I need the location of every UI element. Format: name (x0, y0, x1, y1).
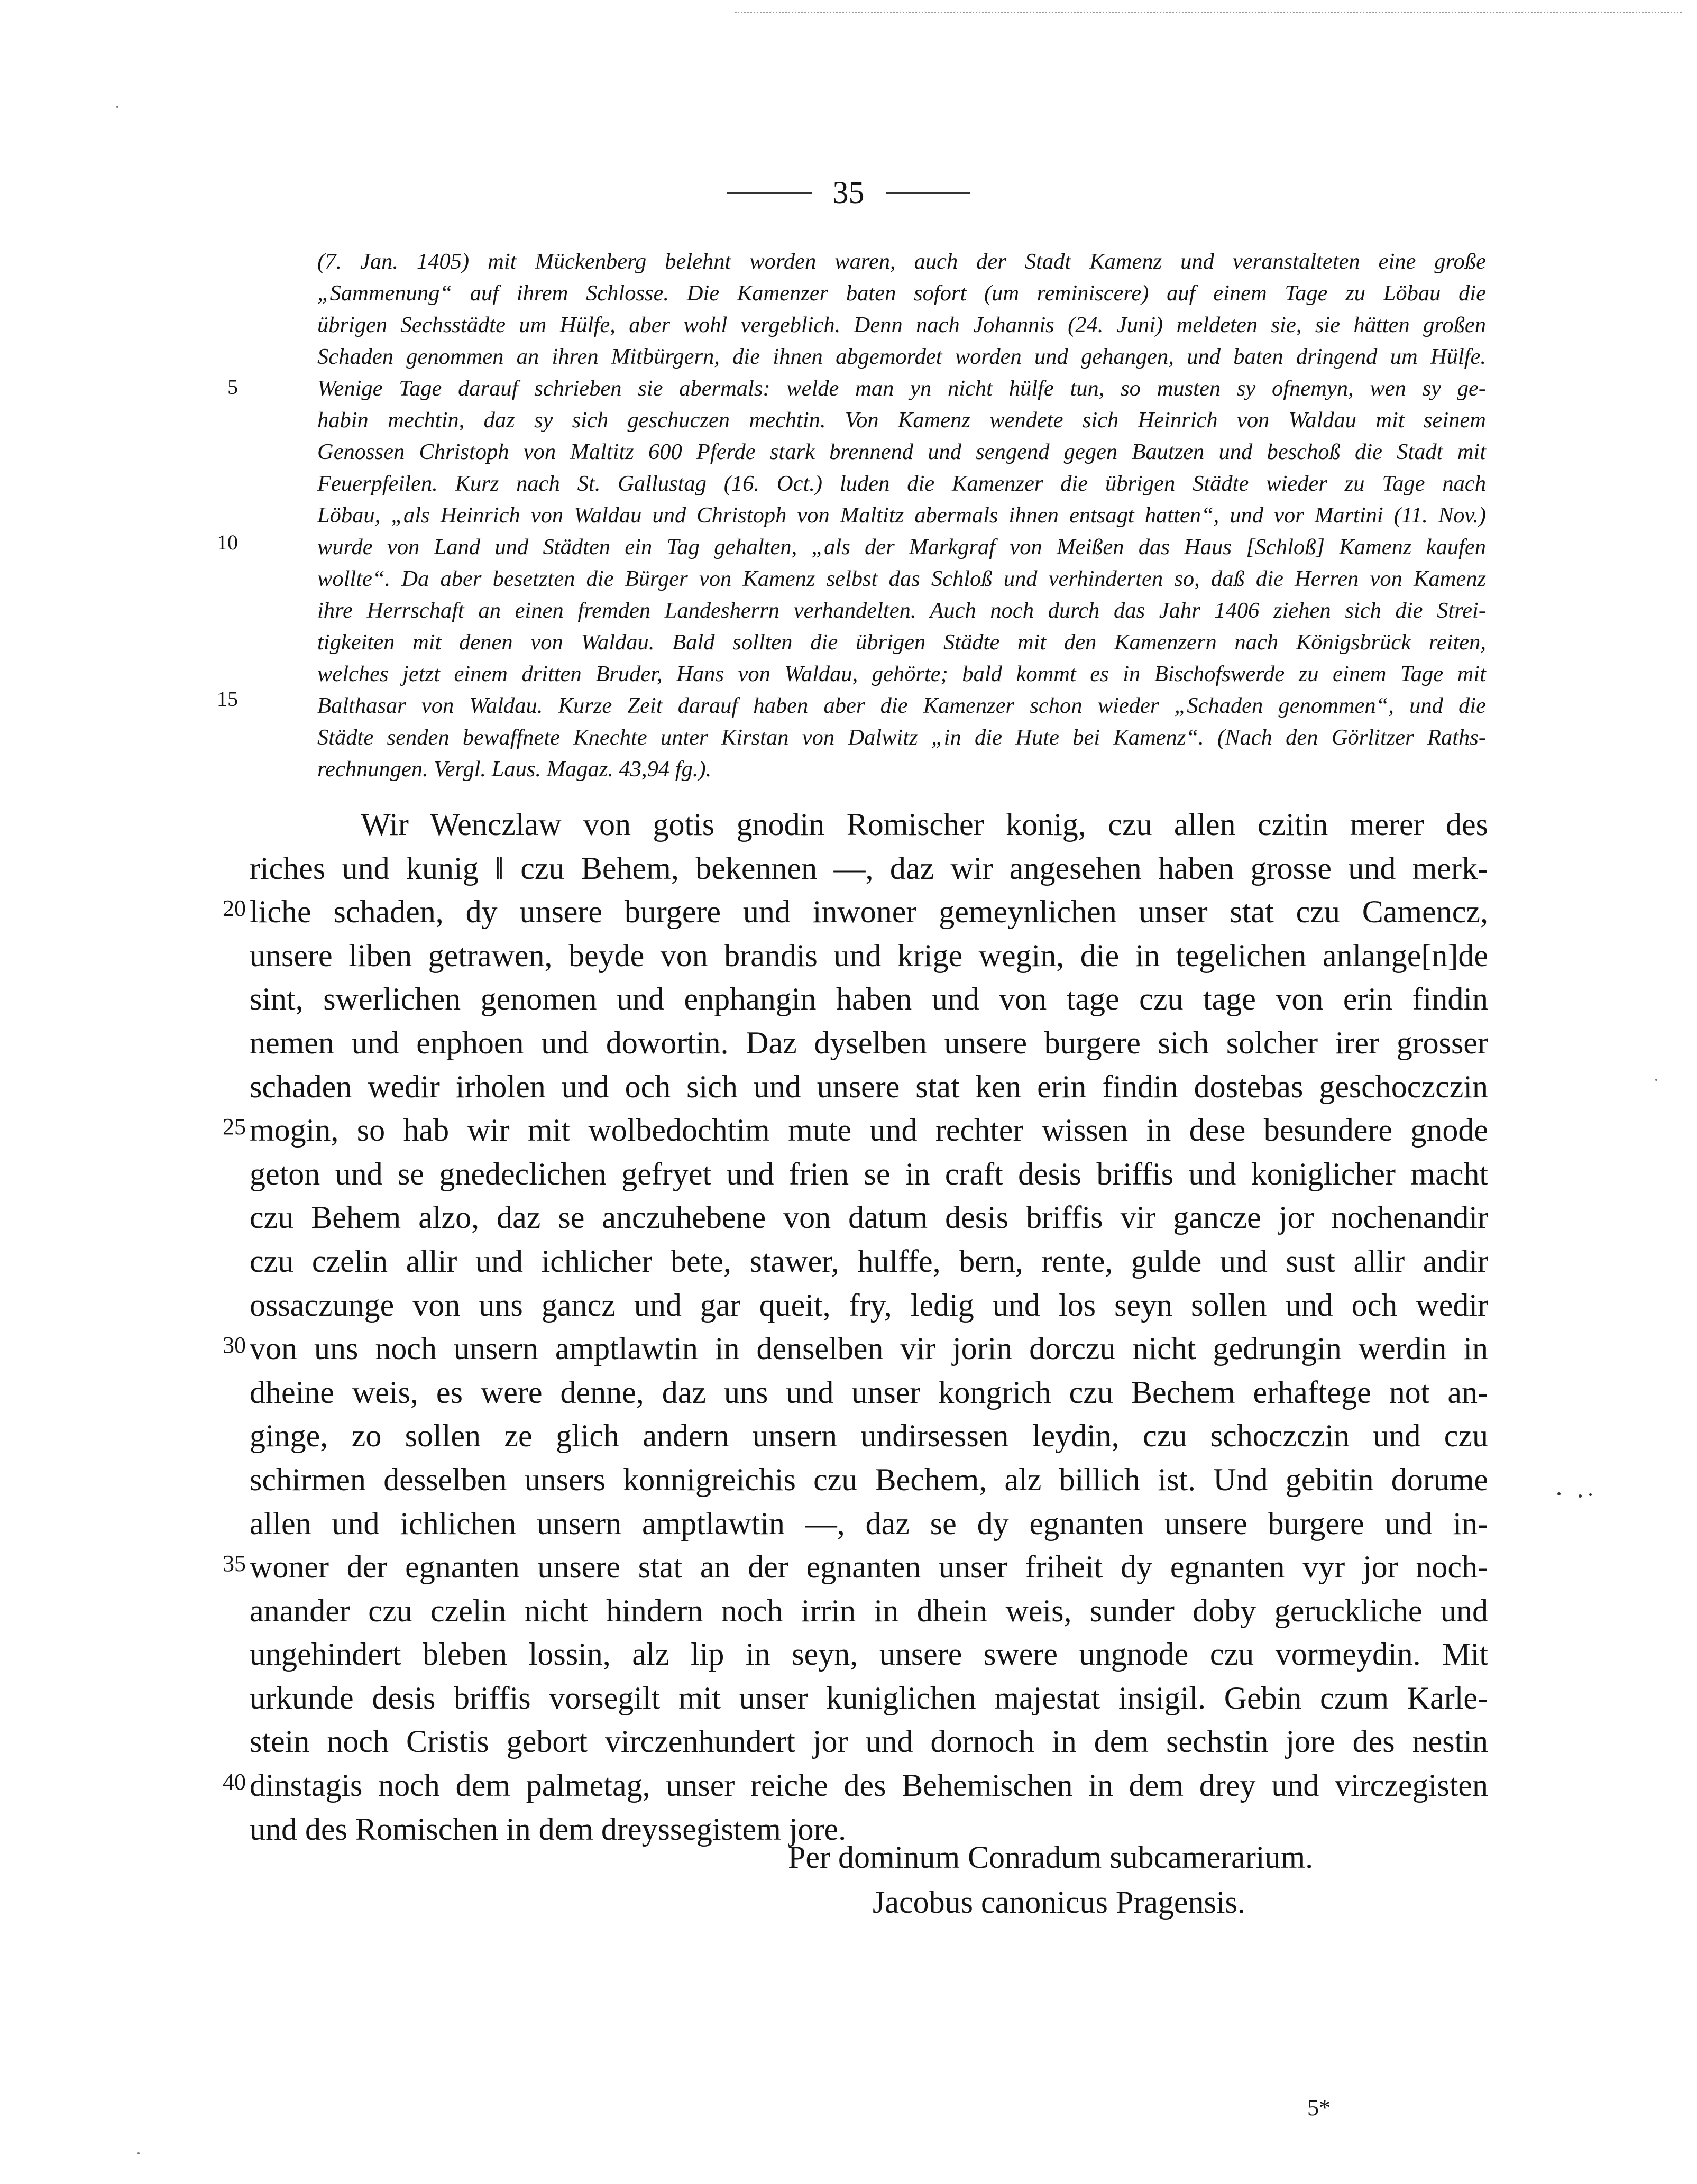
scan-speck (1655, 1079, 1657, 1081)
charter-line: ossaczunge von uns gancz und gar queit, fry, ledig und los seyn sollen und och wedir (250, 1287, 1488, 1323)
page-header (0, 175, 1697, 211)
charter-line: Wir Wenczlaw von gotis gnodin Romischer konig, czu allen czitin merer des (361, 807, 1488, 842)
charter-line: dheine weis, es were denne, daz uns und unser kongrich czu Bechem erhaftege not an- (250, 1374, 1488, 1410)
line-number: 5 (227, 375, 238, 399)
charter-line: unsere liben getrawen, beyde von brandis und krige wegin, die in tegelichen anlange[n]de (250, 938, 1488, 973)
signature-mark: 5* (1307, 2095, 1331, 2121)
charter-line: und des Romischen in dem dreyssegistem jore. (250, 1811, 847, 1847)
line-number: 35 (223, 1550, 246, 1576)
note-line: übrigen Sechsstädte um Hülfe, aber wohl vergeblich. Denn nach Johannis (24. Juni) meldeten sie, sie hätten großen (317, 313, 1486, 337)
charter-line: ungehindert bleben lossin, alz lip in seyn, unsere swere ungnode czu vormeydin. Mit (250, 1637, 1488, 1672)
commentary-note (317, 246, 1486, 785)
note-line: Schaden genommen an ihren Mitbürgern, die ihnen abgemordet worden und gehangen, und baten dringend um Hülfe. (317, 344, 1486, 369)
charter-line: urkunde desis briffis vorsegilt mit unser kuniglichen majestat insigil. Gebin czum Karle- (250, 1680, 1488, 1715)
line-number: 30 (223, 1332, 246, 1358)
note-line: wollte“. Da aber besetzten die Bürger von Kamenz selbst das Schloß und verhinderten so, daß die Herren von Kamenz (317, 566, 1486, 591)
note-line: wurde von Land und Städten ein Tag gehalten, „als der Markgraf von Meißen das Haus [Schloß] Kamenz kaufen (317, 535, 1486, 559)
charter-line: liche schaden, dy unsere burgere und inwoner gemeynlichen unser stat czu Camencz, (250, 894, 1488, 930)
signature-line: Jacobus canonicus Pragensis. (873, 1885, 1245, 1920)
signature-line: Per dominum Conradum subcamerarium. (788, 1840, 1314, 1875)
line-number: 20 (223, 895, 246, 921)
scan-speck (1589, 1493, 1592, 1496)
charter-line: riches und kunig ‖ czu Behem, bekennen —, daz wir angesehen haben grosse und merk- (250, 850, 1488, 886)
charter-line: czu czelin allir und ichlicher bete, stawer, hulffe, bern, rente, gulde und sust allir andir (250, 1243, 1488, 1279)
note-line: Wenige Tage darauf schrieben sie abermals: welde man yn nicht hülfe tun, so musten sy ofnemyn, wen sy ge- (317, 376, 1486, 401)
charter-line: von uns noch unsern amptlawtin in denselben vir jorin dorczu nicht gedrungin werdin in (250, 1331, 1488, 1366)
line-number: 25 (223, 1114, 246, 1140)
charter-line: anander czu czelin nicht hindern noch irrin in dhein weis, sunder doby geruckliche und (250, 1593, 1488, 1628)
top-dotted-rule (735, 12, 1682, 13)
note-line: (7. Jan. 1405) mit Mückenberg belehnt worden waren, auch der Stadt Kamenz und veranstalteten eine große (317, 249, 1486, 274)
note-line: tigkeiten mit denen von Waldau. Bald sollten die übrigen Städte mit den Kamenzern nach Königsbrück reiten, (317, 630, 1486, 655)
charter-line: sint, swerlichen genomen und enphangin haben und von tage czu tage von erin findin (250, 981, 1488, 1017)
charter-line: czu Behem alzo, daz se anczuhebene von datum desis briffis vir gancze jor nochenandir (250, 1200, 1488, 1235)
note-line: „Sammenung“ auf ihrem Schlosse. Die Kamenzer baten sofort (um reminiscere) auf einem Tage zu Löbau die (317, 281, 1486, 306)
scan-speck (1579, 1494, 1582, 1498)
charter-line: woner der egnanten unsere stat an der egnanten unser friheit dy egnanten vyr jor noch- (250, 1549, 1488, 1585)
scan-speck (1557, 1492, 1561, 1495)
line-number: 40 (223, 1769, 246, 1795)
charter-line: ginge, zo sollen ze glich andern unsern undirsessen leydin, czu schoczczin und czu (250, 1418, 1488, 1454)
line-number: 10 (217, 530, 238, 554)
charter-line: geton und se gnedeclichen gefryet und frien se in craft desis briffis und koniglicher macht (250, 1156, 1488, 1191)
page-number: 35 (832, 175, 865, 210)
scan-speck (137, 2152, 140, 2154)
header-dash-left (727, 192, 812, 194)
note-line: Feuerpfeilen. Kurz nach St. Gallustag (16. Oct.) luden die Kamenzer die übrigen Städte wieder zu Tage nach (317, 471, 1486, 496)
note-line: Balthasar von Waldau. Kurze Zeit darauf haben aber die Kamenzer schon wieder „Schaden genommen“, und die (317, 693, 1486, 718)
charter-line: nemen und enphoen und dowortin. Daz dyselben unsere burgere sich solcher irer grosser (250, 1025, 1488, 1060)
note-line: rechnungen. Vergl. Laus. Magaz. 43,94 fg.). (317, 757, 712, 782)
charter-line: stein noch Cristis gebort virczenhundert jor und dornoch in dem sechstin jore des nestin (250, 1724, 1488, 1759)
note-line: welches jetzt einem dritten Bruder, Hans von Waldau, gehörte; bald kommt es in Bischofswerde zu einem Tage mit (317, 662, 1486, 686)
note-line: Löbau, „als Heinrich von Waldau und Christoph von Maltitz abermals ihnen entsagt hatten“, und vor Martini (11. Nov.) (317, 503, 1486, 528)
note-line: habin mechtin, daz sy sich geschuczen mechtin. Von Kamenz wendete sich Heinrich von Waldau mit seinem (317, 408, 1486, 433)
charter-line: schaden wedir irholen und och sich und unsere stat ken erin findin dostebas geschoczczin (250, 1069, 1488, 1104)
scan-speck (116, 106, 118, 108)
charter-line: mogin, so hab wir mit wolbedochtim mute und rechter wissen in dese besundere gnode (250, 1113, 1488, 1148)
note-line: ihre Herrschaft an einen fremden Landesherrn verhandelten. Auch noch durch das Jahr 1406 ziehen sich die Strei- (317, 598, 1486, 623)
charter-text (250, 803, 1488, 1851)
note-line: Städte senden bewaffnete Knechte unter Kirstan von Dalwitz „in die Hute bei Kamenz“. (Nach den Görlitzer Raths- (317, 725, 1486, 750)
line-number: 15 (217, 687, 238, 711)
header-dash-right (886, 192, 970, 194)
note-line: Genossen Christoph von Maltitz 600 Pferde stark brennend und sengend gegen Bautzen und beschoß die Stadt mit (317, 439, 1486, 464)
charter-line: allen und ichlichen unsern amptlawtin —, daz se dy egnanten unsere burgere und in- (250, 1506, 1488, 1541)
charter-line: schirmen desselben unsers konnigreichis czu Bechem, alz billich ist. Und gebitin dorume (250, 1462, 1488, 1497)
charter-line: dinstagis noch dem palmetag, unser reiche des Behemischen in dem drey und virczegisten (250, 1768, 1488, 1803)
